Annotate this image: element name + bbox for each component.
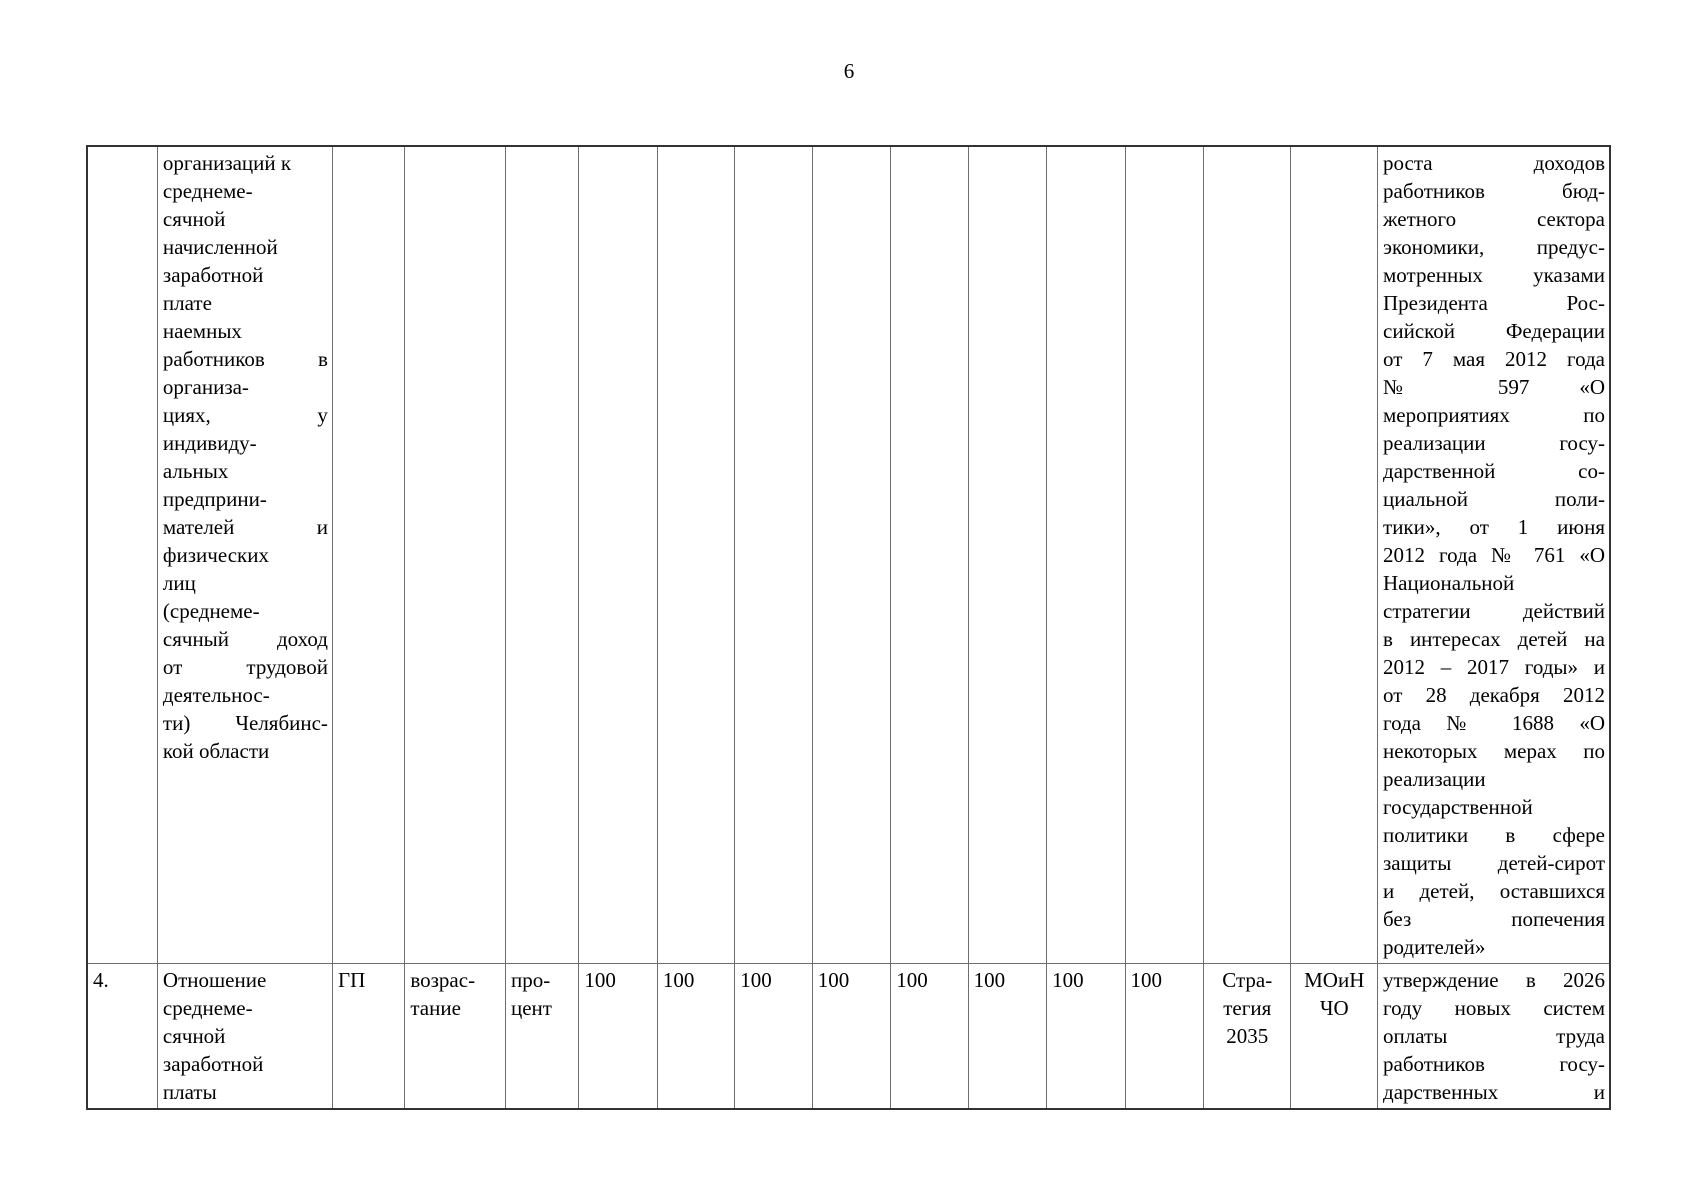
comment-line: жетного сектора	[1383, 207, 1605, 231]
indicator-line: работников в	[162, 347, 328, 371]
unit-line: цент	[510, 996, 552, 1020]
indicator-line: платы	[162, 1080, 217, 1104]
comment-line: работников бюд-	[1383, 179, 1605, 203]
responsible-line: ЧО	[1319, 996, 1349, 1020]
comment-line: мероприятиях по	[1383, 403, 1605, 427]
indicator-line: предприни-	[162, 487, 267, 511]
cell-unit	[505, 146, 578, 964]
comment-line: и детей, оставшихся	[1383, 879, 1605, 903]
cell-document	[1204, 964, 1291, 1110]
indicator-line: организа-	[162, 375, 249, 399]
cell-responsible	[1290, 964, 1378, 1110]
cell-document	[1204, 146, 1291, 964]
comment-line: государственной	[1383, 795, 1533, 819]
indicator-line: начисленной	[162, 235, 278, 259]
indicator-line: сячный доход	[162, 627, 328, 651]
table-row	[87, 146, 1610, 964]
comment-line: году новых систем	[1383, 996, 1605, 1020]
direction-line: возрас-	[410, 968, 476, 992]
comment-line: 2012 года № 761 «О	[1383, 543, 1605, 567]
cell-value	[812, 146, 890, 964]
cell-value: 100	[1125, 964, 1203, 1110]
indicator-line: кой области	[162, 739, 270, 763]
comment-line: стратегии действий	[1383, 599, 1605, 623]
indicator-line: организаций к	[162, 151, 292, 175]
cell-responsible	[1290, 146, 1378, 964]
cell-comment	[1378, 964, 1610, 1110]
cell-value: 100	[735, 964, 812, 1110]
indicator-line: лиц	[162, 571, 196, 595]
cell-unit	[505, 964, 578, 1110]
comment-line: № 597 «О	[1383, 375, 1605, 399]
cell-direction	[405, 964, 506, 1110]
cell-value: 100	[1047, 964, 1125, 1110]
cell-value: 100	[812, 964, 890, 1110]
comment-line: политики в сфере	[1383, 823, 1605, 847]
cell-indicator	[157, 964, 332, 1110]
cell-value	[735, 146, 812, 964]
indicator-line: физических	[162, 543, 269, 567]
cell-comment	[1378, 146, 1610, 964]
cell-value: 100	[579, 964, 657, 1110]
direction-line: тание	[410, 996, 461, 1020]
table-row	[87, 964, 1610, 1110]
comment-line: 2012 – 2017 годы» и	[1383, 655, 1605, 679]
indicator-line: деятельнос-	[162, 683, 270, 707]
comment-line: от 28 декабря 2012	[1383, 683, 1605, 707]
document-line: 2035	[1226, 1024, 1269, 1048]
indicator-line: Отношение	[162, 968, 267, 992]
indicator-line: мателей и	[162, 515, 328, 539]
comment-line: роста доходов	[1383, 151, 1605, 175]
comment-line: защиты детей-сирот	[1383, 851, 1605, 875]
indicator-line: (среднеме-	[162, 599, 260, 623]
comment-line: мотренных указами	[1383, 263, 1605, 287]
document-line: тегия	[1223, 996, 1272, 1020]
responsible-line: МОиН	[1304, 968, 1365, 992]
comment-line: утверждение в 2026	[1383, 968, 1605, 992]
cell-value	[1125, 146, 1203, 964]
unit-line: про-	[510, 968, 551, 992]
comment-line: реализации госу-	[1383, 431, 1605, 455]
cell-value: 100	[657, 964, 734, 1110]
indicator-line: среднеме-	[162, 996, 253, 1020]
cell-value	[891, 146, 968, 964]
comment-line: дарственных и	[1383, 1080, 1605, 1104]
cell-number	[87, 146, 157, 964]
comment-line: в интересах детей на	[1383, 627, 1605, 651]
comment-line: некоторых мерах по	[1383, 739, 1605, 763]
comment-line: от 7 мая 2012 года	[1383, 347, 1605, 371]
cell-direction	[405, 146, 506, 964]
document-line: Стра-	[1222, 968, 1273, 992]
indicators-table	[86, 145, 1611, 1110]
cell-value	[1047, 146, 1125, 964]
comment-line: дарственной со-	[1383, 459, 1605, 483]
comment-line: оплаты труда	[1383, 1024, 1605, 1048]
comment-line: Президента Рос-	[1383, 291, 1605, 315]
indicator-line: сячной	[162, 1024, 226, 1048]
comment-line: года № 1688 «О	[1383, 711, 1605, 735]
cell-value	[657, 146, 734, 964]
indicator-line: от трудовой	[162, 655, 328, 679]
cell-value: 100	[968, 964, 1046, 1110]
indicator-line: плате	[162, 291, 212, 315]
indicator-line: циях, у	[162, 403, 328, 427]
comment-line: работников госу-	[1383, 1052, 1605, 1076]
cell-number: 4.	[87, 964, 157, 1110]
comment-line: Национальной	[1383, 571, 1515, 595]
indicator-line: сячной	[162, 207, 226, 231]
cell-value: 100	[891, 964, 968, 1110]
comment-line: экономики, предус-	[1383, 235, 1605, 259]
indicator-line: заработной	[162, 263, 264, 287]
comment-line: без попечения	[1383, 907, 1605, 931]
comment-line: сийской Федерации	[1383, 319, 1605, 343]
cell-value	[968, 146, 1046, 964]
comment-line: реализации	[1383, 767, 1486, 791]
comment-line: циальной поли-	[1383, 487, 1605, 511]
cell-level: ГП	[332, 964, 404, 1110]
indicator-line: альных	[162, 459, 229, 483]
comment-line: родителей»	[1383, 935, 1486, 959]
comment-line: тики», от 1 июня	[1383, 515, 1605, 539]
indicator-line: индивиду-	[162, 431, 257, 455]
cell-value	[579, 146, 657, 964]
indicator-line: среднеме-	[162, 179, 253, 203]
indicator-line: наемных	[162, 319, 242, 343]
page-number: 6	[843, 59, 855, 83]
cell-level	[332, 146, 404, 964]
indicator-line: ти) Челябинс-	[162, 711, 328, 735]
indicator-line: заработной	[162, 1052, 264, 1076]
cell-indicator	[157, 146, 332, 964]
